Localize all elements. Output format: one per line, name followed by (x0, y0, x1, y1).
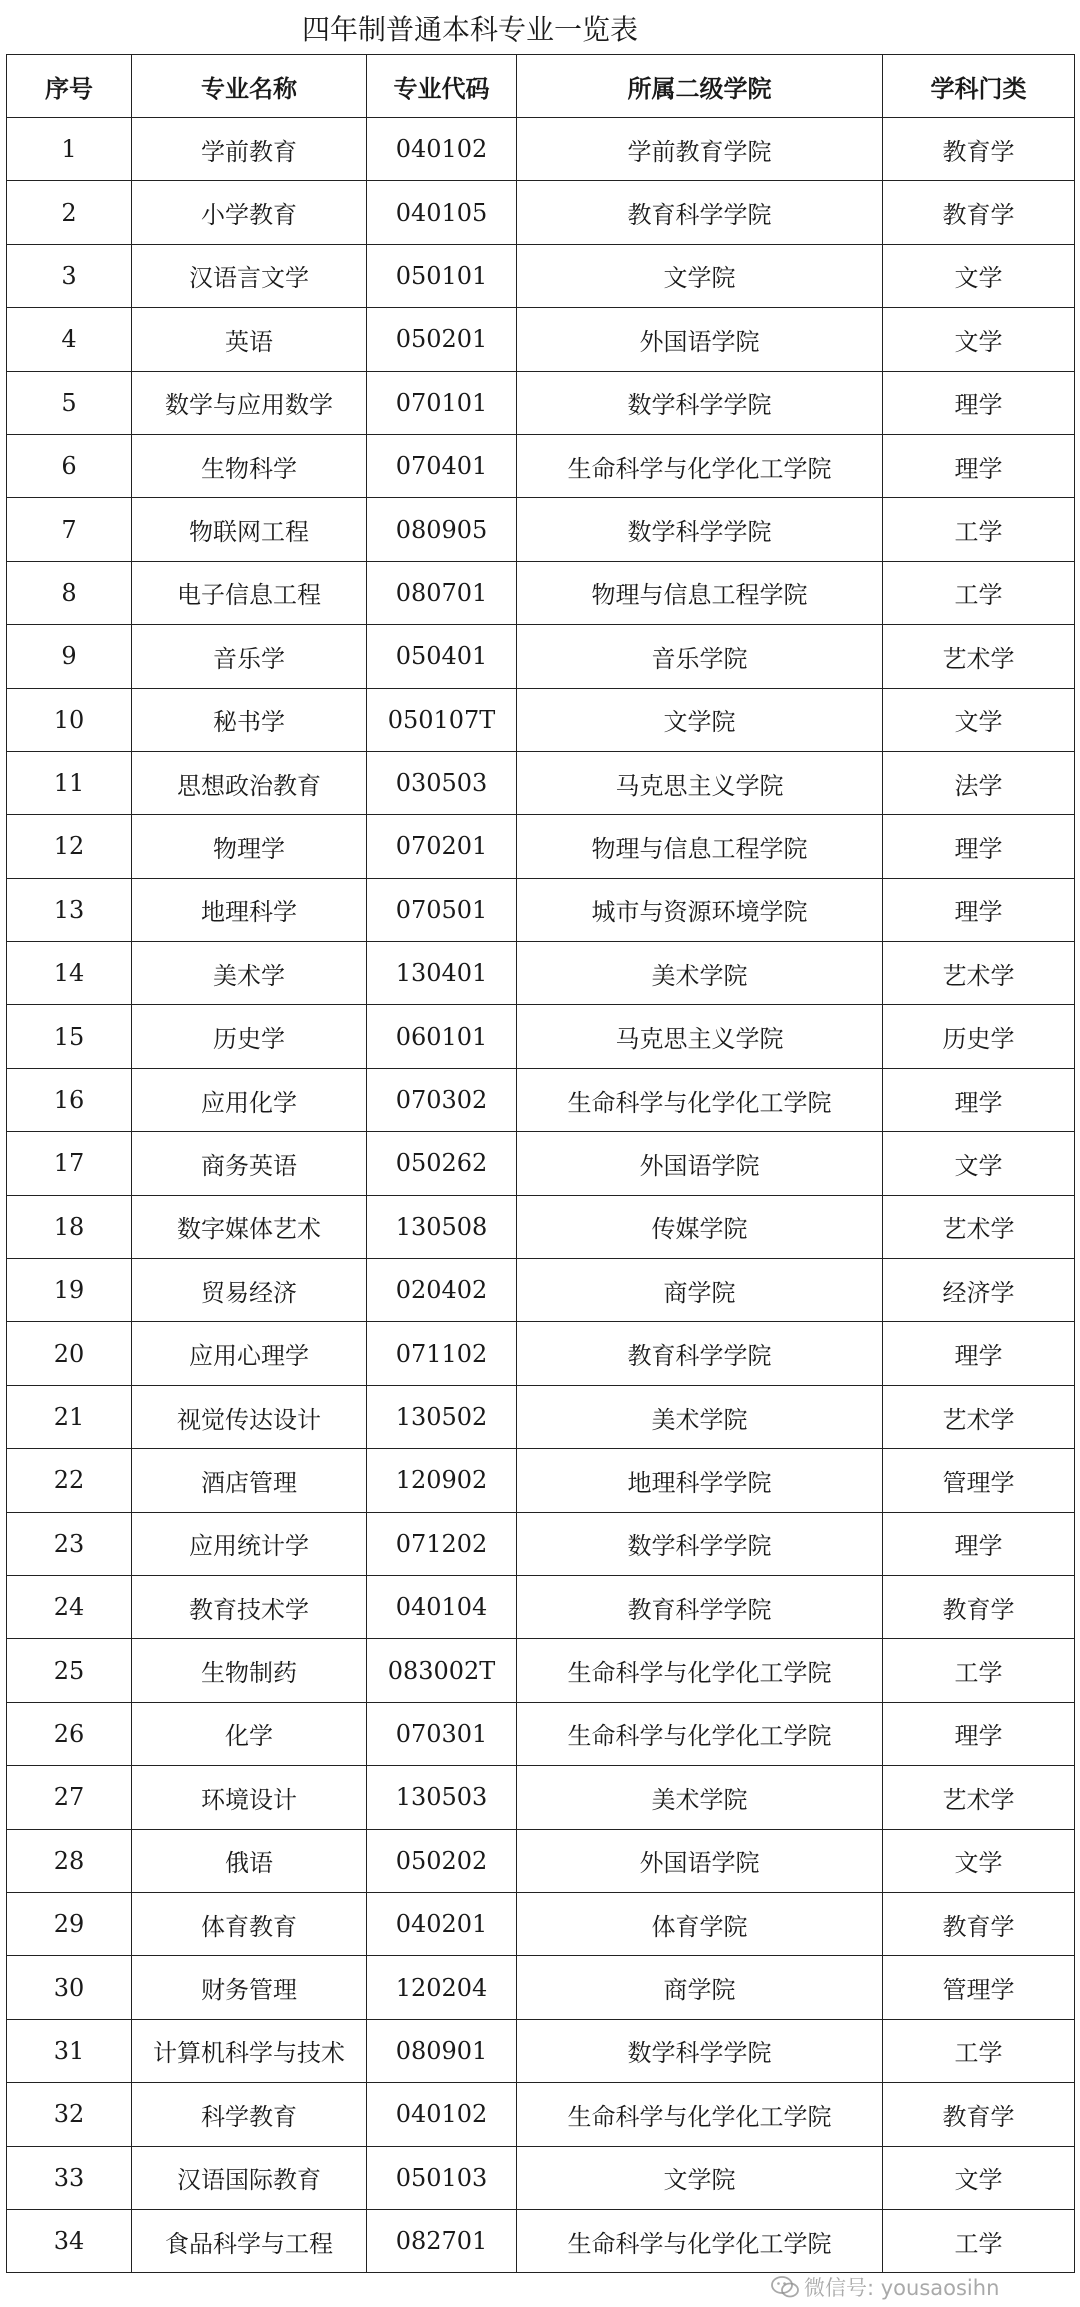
cell-major-code: 130502 (367, 1385, 517, 1448)
cell-discipline: 文学 (883, 2146, 1075, 2209)
cell-college: 物理与信息工程学院 (517, 561, 883, 624)
cell-major-code: 040102 (367, 118, 517, 181)
cell-major-code: 070301 (367, 1702, 517, 1765)
cell-index: 1 (7, 118, 132, 181)
cell-discipline: 工学 (883, 498, 1075, 561)
cell-college: 美术学院 (517, 1766, 883, 1829)
cell-major-code: 050107T (367, 688, 517, 751)
cell-major-name: 酒店管理 (132, 1449, 367, 1512)
cell-discipline: 管理学 (883, 1956, 1075, 2019)
cell-college: 地理科学学院 (517, 1449, 883, 1512)
table-row (7, 942, 1075, 1005)
cell-index: 23 (7, 1512, 132, 1575)
cell-index: 7 (7, 498, 132, 561)
cell-major-name: 数学与应用数学 (132, 371, 367, 434)
cell-major-name: 历史学 (132, 1005, 367, 1068)
cell-major-code: 120204 (367, 1956, 517, 2019)
table-row (7, 1702, 1075, 1765)
document-title: 四年制普通本科专业一览表 (301, 13, 638, 46)
cell-major-code: 130503 (367, 1766, 517, 1829)
header-discipline: 学科门类 (883, 55, 1075, 118)
cell-discipline: 教育学 (883, 2083, 1075, 2146)
cell-discipline: 文学 (883, 244, 1075, 307)
table-row (7, 1956, 1075, 2019)
header-index: 序号 (7, 55, 132, 118)
table-row (7, 1132, 1075, 1195)
cell-major-name: 食品科学与工程 (132, 2209, 367, 2272)
cell-discipline: 理学 (883, 878, 1075, 941)
table-row (7, 878, 1075, 941)
cell-major-name: 物联网工程 (132, 498, 367, 561)
cell-major-code: 130401 (367, 942, 517, 1005)
cell-index: 2 (7, 181, 132, 244)
cell-major-code: 082701 (367, 2209, 517, 2272)
cell-major-name: 贸易经济 (132, 1259, 367, 1322)
cell-index: 16 (7, 1068, 132, 1131)
table-row (7, 2019, 1075, 2082)
cell-index: 17 (7, 1132, 132, 1195)
cell-major-name: 环境设计 (132, 1766, 367, 1829)
table-row (7, 2146, 1075, 2209)
cell-discipline: 艺术学 (883, 1385, 1075, 1448)
cell-major-code: 040104 (367, 1575, 517, 1638)
cell-discipline: 教育学 (883, 181, 1075, 244)
cell-major-code: 050103 (367, 2146, 517, 2209)
cell-major-name: 学前教育 (132, 118, 367, 181)
table-row (7, 1259, 1075, 1322)
cell-index: 25 (7, 1639, 132, 1702)
cell-discipline: 教育学 (883, 1892, 1075, 1955)
cell-discipline: 理学 (883, 1512, 1075, 1575)
cell-index: 32 (7, 2083, 132, 2146)
cell-discipline: 文学 (883, 308, 1075, 371)
cell-index: 5 (7, 371, 132, 434)
table-row (7, 181, 1075, 244)
cell-index: 10 (7, 688, 132, 751)
cell-discipline: 法学 (883, 751, 1075, 814)
cell-index: 18 (7, 1195, 132, 1258)
header-major-code: 专业代码 (367, 55, 517, 118)
cell-index: 6 (7, 434, 132, 497)
cell-college: 教育科学学院 (517, 1575, 883, 1638)
header-major-name: 专业名称 (132, 55, 367, 118)
cell-college: 传媒学院 (517, 1195, 883, 1258)
cell-college: 马克思主义学院 (517, 1005, 883, 1068)
cell-major-code: 083002T (367, 1639, 517, 1702)
cell-major-code: 120902 (367, 1449, 517, 1512)
table-row (7, 118, 1075, 181)
cell-major-code: 040105 (367, 181, 517, 244)
header-college: 所属二级学院 (517, 55, 883, 118)
table-row (7, 1766, 1075, 1829)
cell-major-name: 应用心理学 (132, 1322, 367, 1385)
cell-discipline: 理学 (883, 371, 1075, 434)
cell-college: 外国语学院 (517, 1829, 883, 1892)
cell-discipline: 文学 (883, 1132, 1075, 1195)
cell-major-code: 070302 (367, 1068, 517, 1131)
cell-discipline: 工学 (883, 561, 1075, 624)
cell-college: 学前教育学院 (517, 118, 883, 181)
cell-major-code: 050202 (367, 1829, 517, 1892)
cell-major-name: 汉语国际教育 (132, 2146, 367, 2209)
cell-college: 生命科学与化学化工学院 (517, 2083, 883, 2146)
cell-index: 31 (7, 2019, 132, 2082)
cell-major-name: 财务管理 (132, 1956, 367, 2019)
cell-major-name: 计算机科学与技术 (132, 2019, 367, 2082)
table-row (7, 2083, 1075, 2146)
cell-college: 文学院 (517, 2146, 883, 2209)
cell-major-name: 英语 (132, 308, 367, 371)
cell-discipline: 艺术学 (883, 942, 1075, 1005)
cell-discipline: 理学 (883, 434, 1075, 497)
cell-index: 33 (7, 2146, 132, 2209)
cell-discipline: 艺术学 (883, 1766, 1075, 1829)
cell-index: 30 (7, 1956, 132, 2019)
cell-major-name: 视觉传达设计 (132, 1385, 367, 1448)
cell-major-code: 070201 (367, 815, 517, 878)
cell-major-code: 050262 (367, 1132, 517, 1195)
cell-index: 14 (7, 942, 132, 1005)
cell-college: 文学院 (517, 244, 883, 307)
table-row (7, 1068, 1075, 1131)
cell-discipline: 经济学 (883, 1259, 1075, 1322)
cell-college: 数学科学学院 (517, 371, 883, 434)
table-row (7, 1005, 1075, 1068)
cell-college: 教育科学学院 (517, 1322, 883, 1385)
cell-major-name: 电子信息工程 (132, 561, 367, 624)
cell-major-name: 生物制药 (132, 1639, 367, 1702)
watermark-text: 微信号: yousaosihn (804, 2276, 1000, 2300)
cell-major-code: 050201 (367, 308, 517, 371)
cell-major-name: 生物科学 (132, 434, 367, 497)
cell-major-code: 071202 (367, 1512, 517, 1575)
cell-discipline: 理学 (883, 815, 1075, 878)
table-row (7, 751, 1075, 814)
cell-major-name: 科学教育 (132, 2083, 367, 2146)
cell-college: 外国语学院 (517, 308, 883, 371)
table-row (7, 1195, 1075, 1258)
table-row (7, 815, 1075, 878)
majors-table (6, 54, 1075, 2273)
cell-discipline: 教育学 (883, 1575, 1075, 1638)
table-row (7, 434, 1075, 497)
table-row (7, 625, 1075, 688)
table-row (7, 1385, 1075, 1448)
cell-index: 4 (7, 308, 132, 371)
cell-major-code: 050101 (367, 244, 517, 307)
cell-major-code: 080905 (367, 498, 517, 561)
cell-major-name: 教育技术学 (132, 1575, 367, 1638)
cell-index: 28 (7, 1829, 132, 1892)
cell-major-name: 音乐学 (132, 625, 367, 688)
cell-major-code: 040102 (367, 2083, 517, 2146)
cell-index: 22 (7, 1449, 132, 1512)
cell-discipline: 文学 (883, 688, 1075, 751)
table-row (7, 498, 1075, 561)
cell-discipline: 理学 (883, 1702, 1075, 1765)
cell-index: 20 (7, 1322, 132, 1385)
cell-college: 数学科学学院 (517, 498, 883, 561)
cell-discipline: 理学 (883, 1322, 1075, 1385)
table-row (7, 561, 1075, 624)
cell-major-name: 应用化学 (132, 1068, 367, 1131)
cell-discipline: 工学 (883, 1639, 1075, 1702)
cell-index: 15 (7, 1005, 132, 1068)
cell-index: 9 (7, 625, 132, 688)
cell-major-name: 汉语言文学 (132, 244, 367, 307)
cell-major-code: 130508 (367, 1195, 517, 1258)
cell-major-code: 050401 (367, 625, 517, 688)
cell-major-code: 080701 (367, 561, 517, 624)
cell-college: 生命科学与化学化工学院 (517, 1702, 883, 1765)
cell-major-code: 070101 (367, 371, 517, 434)
cell-college: 商学院 (517, 1259, 883, 1322)
cell-index: 19 (7, 1259, 132, 1322)
cell-index: 24 (7, 1575, 132, 1638)
cell-major-code: 070501 (367, 878, 517, 941)
cell-index: 13 (7, 878, 132, 941)
cell-major-name: 思想政治教育 (132, 751, 367, 814)
cell-college: 数学科学学院 (517, 1512, 883, 1575)
cell-major-code: 060101 (367, 1005, 517, 1068)
cell-discipline: 历史学 (883, 1005, 1075, 1068)
table-row (7, 1892, 1075, 1955)
cell-discipline: 工学 (883, 2209, 1075, 2272)
cell-discipline: 管理学 (883, 1449, 1075, 1512)
wechat-icon (770, 2274, 800, 2300)
cell-college: 商学院 (517, 1956, 883, 2019)
table-row (7, 1322, 1075, 1385)
cell-major-name: 体育教育 (132, 1892, 367, 1955)
cell-major-code: 070401 (367, 434, 517, 497)
cell-discipline: 艺术学 (883, 1195, 1075, 1258)
cell-index: 29 (7, 1892, 132, 1955)
table-row (7, 1512, 1075, 1575)
cell-major-name: 美术学 (132, 942, 367, 1005)
cell-index: 21 (7, 1385, 132, 1448)
cell-major-code: 080901 (367, 2019, 517, 2082)
table-row (7, 308, 1075, 371)
cell-index: 11 (7, 751, 132, 814)
cell-major-name: 数字媒体艺术 (132, 1195, 367, 1258)
cell-index: 34 (7, 2209, 132, 2272)
cell-college: 文学院 (517, 688, 883, 751)
watermark (770, 2272, 999, 2302)
table-row (7, 1575, 1075, 1638)
cell-index: 12 (7, 815, 132, 878)
cell-college: 数学科学学院 (517, 2019, 883, 2082)
cell-major-name: 地理科学 (132, 878, 367, 941)
cell-index: 27 (7, 1766, 132, 1829)
cell-college: 美术学院 (517, 1385, 883, 1448)
table-row (7, 371, 1075, 434)
cell-major-name: 秘书学 (132, 688, 367, 751)
cell-major-code: 020402 (367, 1259, 517, 1322)
cell-major-name: 商务英语 (132, 1132, 367, 1195)
cell-college: 生命科学与化学化工学院 (517, 1639, 883, 1702)
cell-college: 教育科学学院 (517, 181, 883, 244)
cell-major-name: 应用统计学 (132, 1512, 367, 1575)
cell-college: 生命科学与化学化工学院 (517, 434, 883, 497)
cell-discipline: 教育学 (883, 118, 1075, 181)
cell-college: 物理与信息工程学院 (517, 815, 883, 878)
cell-discipline: 文学 (883, 1829, 1075, 1892)
cell-college: 马克思主义学院 (517, 751, 883, 814)
cell-major-name: 小学教育 (132, 181, 367, 244)
cell-college: 体育学院 (517, 1892, 883, 1955)
table-row (7, 1639, 1075, 1702)
cell-major-name: 俄语 (132, 1829, 367, 1892)
table-header-row (7, 55, 1075, 118)
table-row (7, 688, 1075, 751)
cell-college: 美术学院 (517, 942, 883, 1005)
cell-discipline: 理学 (883, 1068, 1075, 1131)
cell-discipline: 艺术学 (883, 625, 1075, 688)
cell-index: 3 (7, 244, 132, 307)
cell-major-code: 071102 (367, 1322, 517, 1385)
cell-major-code: 040201 (367, 1892, 517, 1955)
cell-major-code: 030503 (367, 751, 517, 814)
cell-index: 8 (7, 561, 132, 624)
cell-college: 城市与资源环境学院 (517, 878, 883, 941)
table-row (7, 1449, 1075, 1512)
cell-discipline: 工学 (883, 2019, 1075, 2082)
cell-college: 生命科学与化学化工学院 (517, 1068, 883, 1131)
table-row (7, 244, 1075, 307)
cell-index: 26 (7, 1702, 132, 1765)
cell-major-name: 物理学 (132, 815, 367, 878)
table-body (7, 118, 1075, 2273)
cell-college: 生命科学与化学化工学院 (517, 2209, 883, 2272)
table-row (7, 1829, 1075, 1892)
cell-major-name: 化学 (132, 1702, 367, 1765)
cell-college: 音乐学院 (517, 625, 883, 688)
table-row (7, 2209, 1075, 2272)
cell-college: 外国语学院 (517, 1132, 883, 1195)
